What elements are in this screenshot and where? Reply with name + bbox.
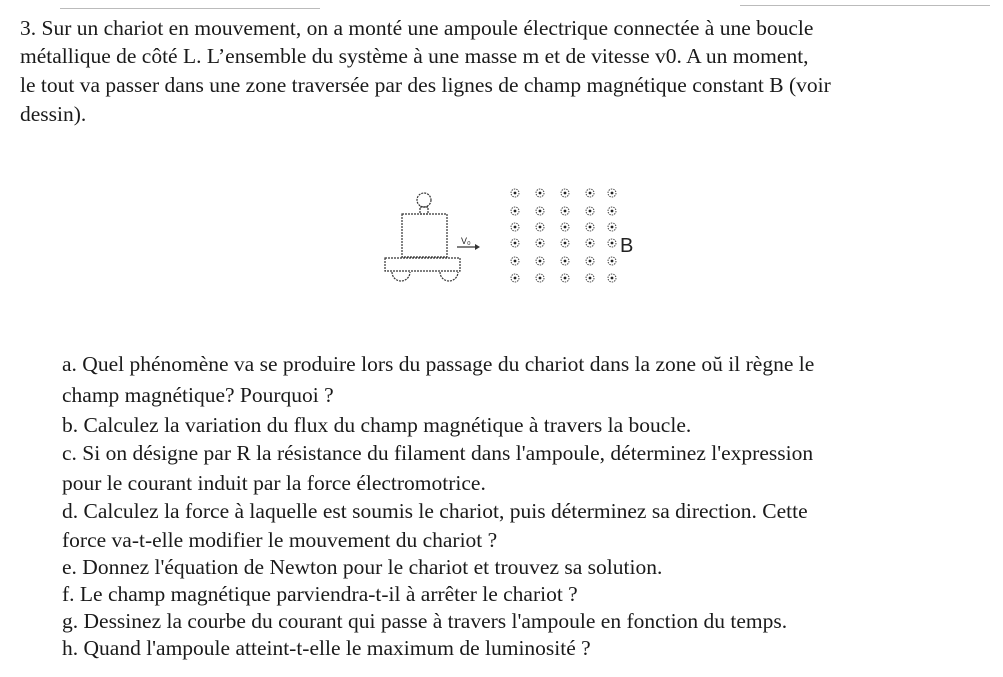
field-dot-icon [539,210,542,213]
bulb-base [420,207,428,214]
magnetic-field-dots [511,189,616,282]
field-dot-icon [514,242,517,245]
field-dot-icon [589,226,592,229]
question-line: d. Calculez la force à laquelle est soumis le chariot, puis déterminez sa direction. Cette [62,499,808,523]
velocity-label: V₀ [461,236,471,246]
question-line: g. Dessinez la courbe du courant qui passe à travers l'ampoule en fonction du temps. [62,609,788,633]
field-dot-icon [564,192,567,195]
field-dot-icon [514,210,517,213]
question-line: a. Quel phénomène va se produire lors du passage du chariot dans la zone oŭ il règne le [62,352,815,376]
question-line: pour le courant induit par la force électromotrice. [62,471,486,495]
field-dot-icon [564,277,567,280]
field-dot-icon [611,242,614,245]
question-line: force va-t-elle modifier le mouvement du chariot ? [62,528,498,552]
question-line: h. Quand l'ampoule atteint-t-elle le maximum de luminosité ? [62,636,591,660]
field-dot-icon [539,226,542,229]
scan-artifact [60,8,320,9]
field-dot-icon [611,192,614,195]
question-line: champ magnétique? Pourquoi ? [62,383,334,407]
field-dot-icon [564,210,567,213]
wheel-icon [392,272,410,281]
field-dot-icon [611,260,614,263]
cart-platform [385,258,460,271]
field-dot-icon [589,242,592,245]
loop-box [402,214,447,257]
field-dot-icon [589,192,592,195]
velocity-arrow [457,236,480,250]
scan-artifact [740,5,990,6]
field-dot-icon [589,210,592,213]
field-dot-icon [564,260,567,263]
field-dot-icon [589,277,592,280]
cart [385,193,460,281]
intro-line: métallique de côté L. L’ensemble du système à une masse m et de vitesse v0. A un moment, [20,44,809,68]
cart-magnetic-field-diagram [370,180,650,290]
field-dot-icon [564,242,567,245]
intro-line: 3. Sur un chariot en mouvement, on a monté une ampoule électrique connectée à une boucle [20,16,814,40]
question-a-b: b. Calculez la variation du flux du champ magnétique à travers la boucle. [62,413,692,437]
field-dot-icon [514,226,517,229]
field-dot-icon [539,260,542,263]
field-dot-icon [514,260,517,263]
field-dot-icon [539,242,542,245]
field-dot-icon [564,226,567,229]
field-dot-icon [611,277,614,280]
intro-line: dessin). [20,102,87,126]
field-dot-icon [589,260,592,263]
field-dot-icon [539,277,542,280]
wheel-icon [440,272,458,281]
bulb-icon [417,193,431,207]
field-dot-icon [611,210,614,213]
intro-line: le tout va passer dans une zone traversée par des lignes de champ magnétique constant B (voir [20,73,831,97]
field-dot-icon [539,192,542,195]
question-line: e. Donnez l'équation de Newton pour le chariot et trouvez sa solution. [62,555,663,579]
field-label: B [620,235,634,257]
question-line: f. Le champ magnétique parviendra-t-il à arrêter le chariot ? [62,582,578,606]
field-dot-icon [514,277,517,280]
question-line: c. Si on désigne par R la résistance du filament dans l'ampoule, déterminez l'expression [62,441,814,465]
field-dot-icon [514,192,517,195]
field-dot-icon [611,226,614,229]
